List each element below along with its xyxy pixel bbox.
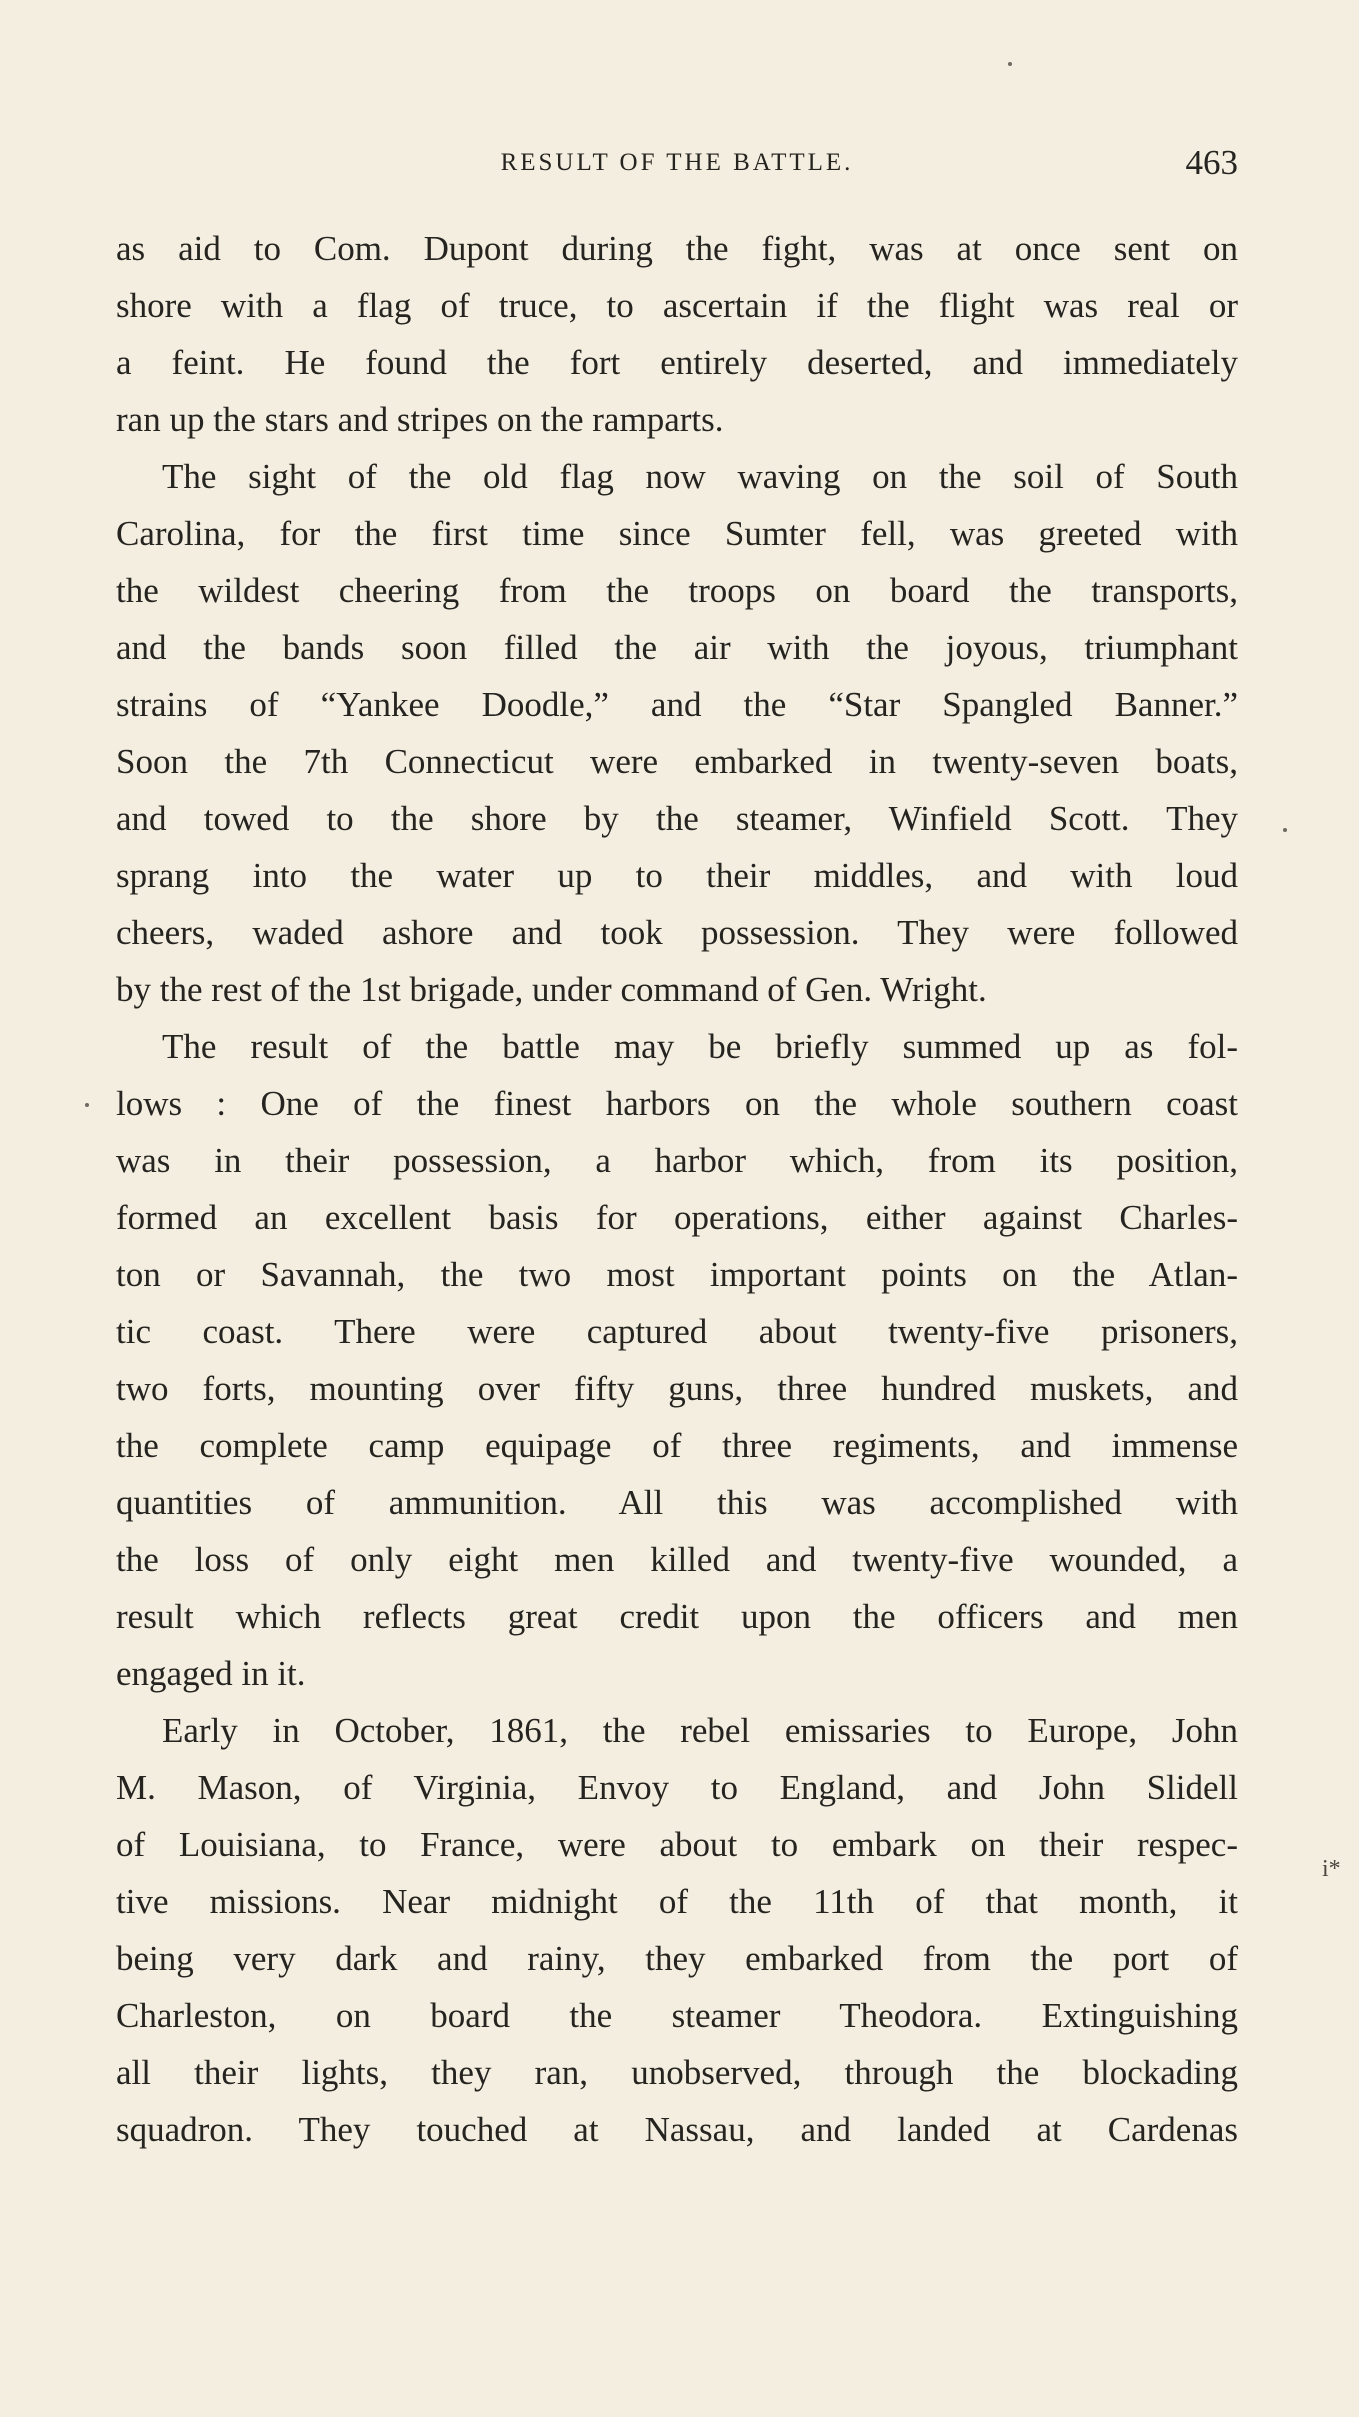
- text-line: M. Mason, of Virginia, Envoy to England, and John Slidell: [116, 1768, 1238, 1807]
- text-line: cheers, waded ashore and took possession. They were followed: [116, 913, 1238, 952]
- text-line: by the rest of the 1st brigade, under command of Gen. Wright.: [116, 970, 987, 1009]
- text-line: Carolina, for the first time since Sumter fell, was greeted with: [116, 514, 1238, 553]
- text-line: the loss of only eight men killed and twenty-five wounded, a: [116, 1540, 1238, 1579]
- ink-speck: [85, 1103, 89, 1107]
- text-line: as aid to Com. Dupont during the fight, was at once sent on: [116, 229, 1238, 268]
- text-line: tive missions. Near midnight of the 11th of that month, it: [116, 1882, 1238, 1921]
- ink-speck: [1008, 62, 1012, 66]
- text-line: formed an excellent basis for operations, either against Charles-: [116, 1198, 1238, 1237]
- page-number: 463: [1185, 143, 1238, 182]
- text-line: quantities of ammunition. All this was accomplished with: [116, 1483, 1238, 1522]
- text-line: Soon the 7th Connecticut were embarked in twenty-seven boats,: [116, 742, 1238, 781]
- text-line: ran up the stars and stripes on the ramparts.: [116, 400, 724, 439]
- text-line: lows : One of the finest harbors on the whole southern coast: [116, 1084, 1238, 1123]
- text-line: The sight of the old flag now waving on the soil of South: [162, 457, 1238, 496]
- text-line: the complete camp equipage of three regiments, and immense: [116, 1426, 1238, 1465]
- text-line: shore with a flag of truce, to ascertain if the flight was real or: [116, 286, 1238, 325]
- text-line: Early in October, 1861, the rebel emissaries to Europe, John: [162, 1711, 1238, 1750]
- text-line: sprang into the water up to their middles, and with loud: [116, 856, 1238, 895]
- text-line: all their lights, they ran, unobserved, through the blockading: [116, 2053, 1238, 2092]
- text-line: two forts, mounting over fifty guns, three hundred muskets, and: [116, 1369, 1238, 1408]
- text-line: and towed to the shore by the steamer, Winfield Scott. They: [116, 799, 1238, 838]
- margin-mark: i*: [1322, 1856, 1341, 1882]
- text-line: result which reflects great credit upon the officers and men: [116, 1597, 1238, 1636]
- text-line: of Louisiana, to France, were about to embark on their respec-: [116, 1825, 1238, 1864]
- text-line: engaged in it.: [116, 1654, 306, 1693]
- text-line: and the bands soon filled the air with the joyous, triumphant: [116, 628, 1238, 667]
- text-line: being very dark and rainy, they embarked from the port of: [116, 1939, 1238, 1978]
- text-line: Charleston, on board the steamer Theodora. Extinguishing: [116, 1996, 1238, 2035]
- ink-speck: [1283, 828, 1287, 832]
- body-text: [116, 220, 1238, 2158]
- text-line: tic coast. There were captured about twenty-five prisoners,: [116, 1312, 1238, 1351]
- text-line: ton or Savannah, the two most important points on the Atlan-: [116, 1255, 1238, 1294]
- text-line: The result of the battle may be briefly summed up as fol-: [162, 1027, 1238, 1066]
- text-line: squadron. They touched at Nassau, and landed at Cardenas: [116, 2110, 1238, 2149]
- text-line: a feint. He found the fort entirely deserted, and immediately: [116, 343, 1238, 382]
- running-title: RESULT OF THE BATTLE.: [500, 149, 854, 176]
- text-line: was in their possession, a harbor which, from its position,: [116, 1141, 1238, 1180]
- running-head: [116, 138, 1238, 188]
- text-line: strains of “Yankee Doodle,” and the “Star Spangled Banner.”: [116, 685, 1238, 724]
- text-line: the wildest cheering from the troops on board the transports,: [116, 571, 1238, 610]
